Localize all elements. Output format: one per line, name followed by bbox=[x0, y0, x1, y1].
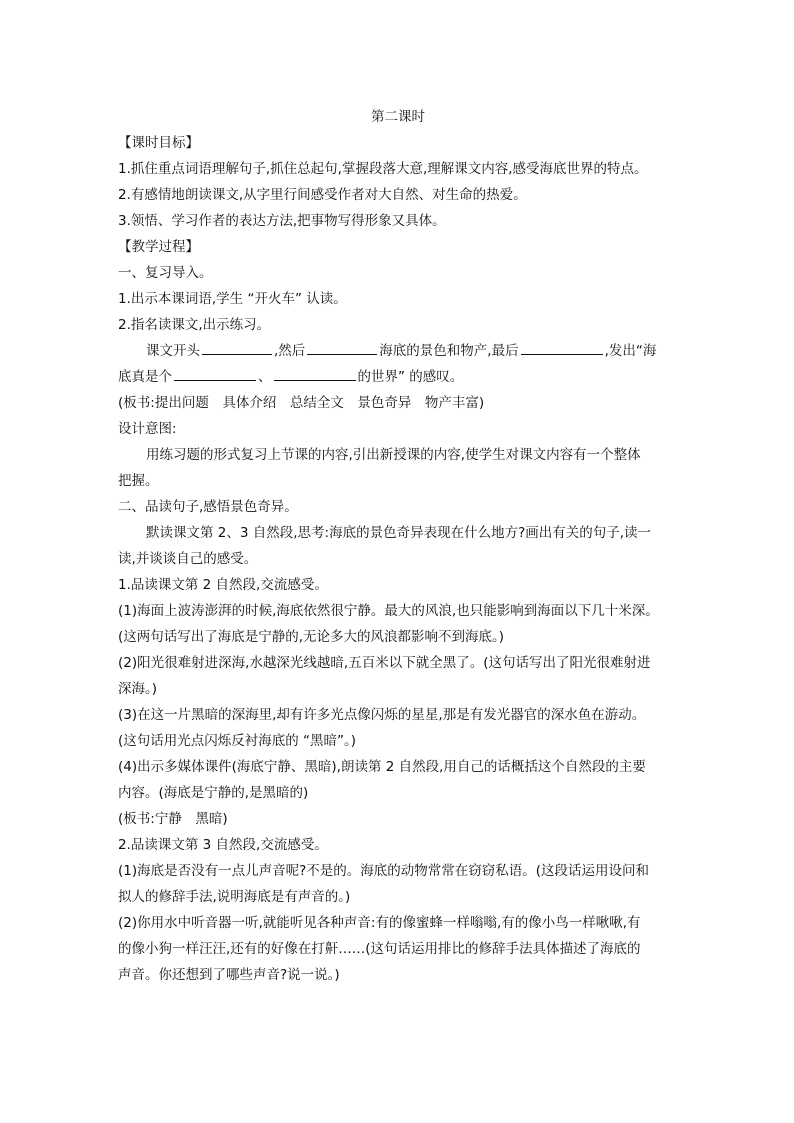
document-body bbox=[118, 104, 678, 988]
paragraph-line: (这句话用光点闪烁反衬海底的 “黑暗”。) bbox=[118, 733, 357, 749]
fill-blank bbox=[202, 339, 272, 355]
exercise-text: 海底的景色和物产,最后 bbox=[379, 343, 519, 359]
subsection-heading: 2.品读课文第 3 自然段,交流感受。 bbox=[118, 837, 328, 853]
goal-item: 1.抓住重点词语理解句子,抓住总起句,掌握段落大意,理解课文内容,感受海底世界的特点。 bbox=[118, 161, 648, 177]
design-label: 设计意图: bbox=[118, 421, 177, 437]
goals-heading: 【课时目标】 bbox=[118, 135, 199, 151]
paragraph-line: 读,并谈谈自己的感受。 bbox=[118, 551, 258, 567]
section-heading: 二、品读句子,感悟景色奇异。 bbox=[118, 499, 298, 515]
paragraph-line: 拟人的修辞手法,说明海底是有声音的。) bbox=[118, 889, 351, 905]
exercise-text: 、 bbox=[258, 369, 272, 385]
section-heading: 一、复习导入。 bbox=[118, 265, 213, 281]
paragraph-line: (4)出示多媒体课件(海底宁静、黑暗),朗读第 2 自然段,用自己的话概括这个自然段的主要 bbox=[118, 759, 646, 775]
exercise-text: ,发出“海 bbox=[604, 343, 657, 359]
paragraph-line: 默读课文第 2、3 自然段,思考:海底的景色奇异表现在什么地方?画出有关的句子,读一 bbox=[146, 525, 652, 541]
list-item: 1.出示本课词语,学生 “开火车” 认读。 bbox=[118, 291, 347, 307]
board-notes: (板书:宁静 黑暗) bbox=[118, 811, 228, 827]
exercise-line-2 bbox=[118, 364, 678, 390]
paragraph-line: (1)海面上波涛澎湃的时候,海底依然很宁静。最大的风浪,也只能影响到海面以下几十米深。 bbox=[118, 603, 659, 619]
exercise-text: 底真是个 bbox=[118, 369, 172, 385]
process-heading: 【教学过程】 bbox=[118, 239, 199, 255]
paragraph-line: 内容。(海底是宁静的,是黑暗的) bbox=[118, 785, 309, 801]
paragraph-line: 声音。你还想到了哪些声音?说一说。) bbox=[118, 967, 340, 983]
page-title: 第二课时 bbox=[371, 109, 425, 125]
paragraph-line: (1)海底是否没有一点儿声音呢?不是的。海底的动物常常在窃窃私语。(这段话运用设问和 bbox=[118, 863, 650, 879]
paragraph-line: 用练习题的形式复习上节课的内容,引出新授课的内容,使学生对课文内容有一个整体 bbox=[146, 447, 641, 463]
fill-blank bbox=[174, 365, 256, 381]
exercise-text: ,然后 bbox=[274, 343, 306, 359]
exercise-line-1 bbox=[118, 338, 678, 364]
exercise-text: 的世界” 的感叹。 bbox=[357, 369, 464, 385]
goal-item: 3.领悟、学习作者的表达方法,把事物写得形象又具体。 bbox=[118, 213, 446, 229]
paragraph-line: (3)在这一片黑暗的深海里,却有许多光点像闪烁的星星,那是有发光器官的深水鱼在游动。 bbox=[118, 707, 646, 723]
exercise-text: 课文开头 bbox=[146, 343, 200, 359]
paragraph-line: (2)你用水中听音器一听,就能听见各种声音:有的像蜜蜂一样嗡嗡,有的像小鸟一样啾啾,有 bbox=[118, 915, 641, 931]
fill-blank bbox=[521, 339, 603, 355]
paragraph-line: (2)阳光很难射进深海,水越深光线越暗,五百米以下就全黑了。(这句话写出了阳光很难射进 bbox=[118, 655, 651, 671]
fill-blank bbox=[307, 339, 377, 355]
paragraph-line: (这两句话写出了海底是宁静的,无论多大的风浪都影响不到海底。) bbox=[118, 629, 505, 645]
goal-item: 2.有感情地朗读课文,从字里行间感受作者对大自然、对生命的热爱。 bbox=[118, 187, 527, 203]
fill-blank bbox=[274, 365, 356, 381]
board-notes: (板书:提出问题 具体介绍 总结全文 景色奇异 物产丰富) bbox=[118, 395, 485, 411]
subsection-heading: 1.品读课文第 2 自然段,交流感受。 bbox=[118, 577, 328, 593]
paragraph-line: 的像小狗一样汪汪,还有的好像在打鼾……(这句话运用排比的修辞手法具体描述了海底的 bbox=[118, 941, 641, 957]
paragraph-line: 把握。 bbox=[118, 473, 159, 489]
list-item: 2.指名读课文,出示练习。 bbox=[118, 317, 271, 333]
paragraph-line: 深海。) bbox=[118, 681, 158, 697]
